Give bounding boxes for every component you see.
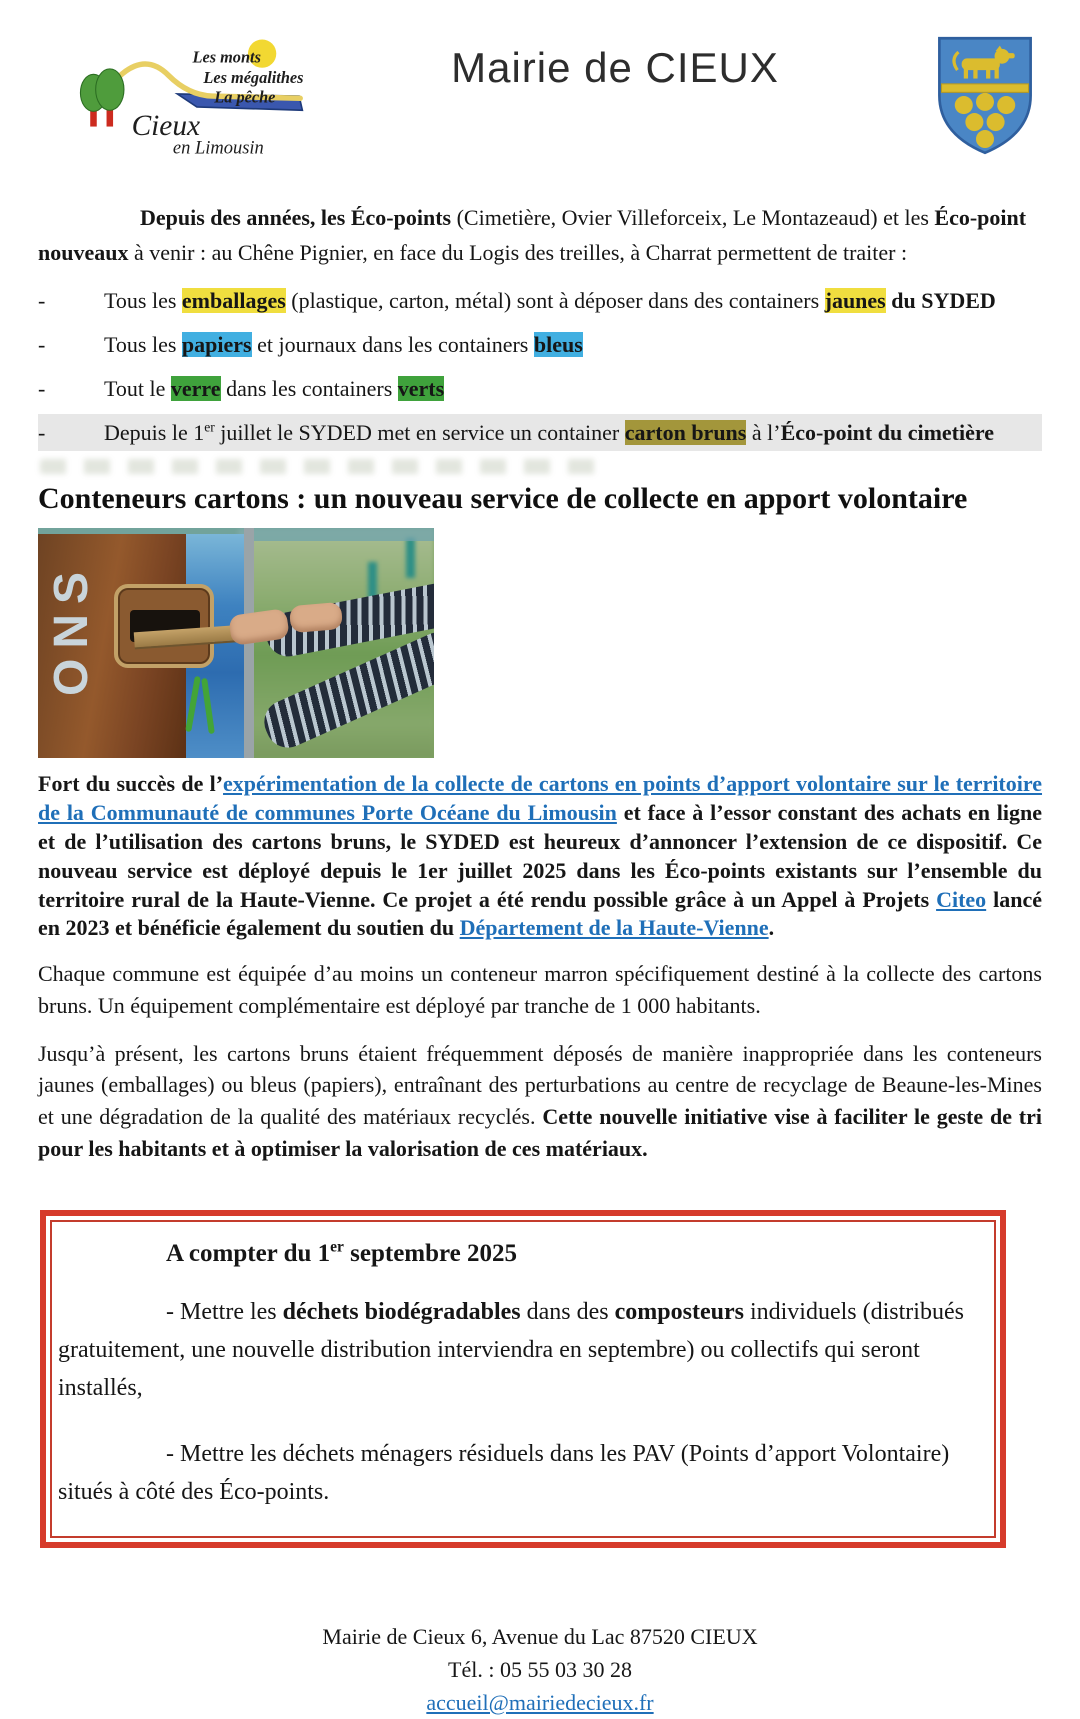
body-paragraph-communes: Chaque commune est équipée d’au moins un conteneur marron spécifiquement destiné à la collecte des cartons bruns. Un équipement complémentaire est déployé par tranche de 1 000 habitants. bbox=[38, 961, 1042, 1018]
footer-address: Mairie de Cieux 6, Avenue du Lac 87520 CIEUX bbox=[322, 1623, 758, 1649]
body-paragraph-tri: Jusqu’à présent, les cartons bruns étaient fréquemment déposés de manière inappropriée dans les conteneurs jaunes (emballages) ou bleus (papiers), entraînant des perturbations au centre de recyclage de Beaune-les-Mines et une dégradation de la qualité des matériaux recyclés. Cette nouvelle initiative vise à faciliter le geste de tri pour les habitants et à optimiser la valorisation de ces matériaux. bbox=[38, 1040, 1042, 1161]
body-paragraph-syded: Fort du succès de l’expérimentation de la collecte de cartons en points d’apport volontaire sur le territoire de la Communauté de communes Porte Océane du Limousin et face à l’essor constant des achats en ligne et de l’utilisation des cartons bruns, le SYDED est heureux d’annoncer l’extension de ce dispositif. Ce nouveau service est déployé depuis le 1er juillet 2025 dans les Éco-points existants sur l’ensemble du territoire rural de la Haute-Vienne. Ce projet a été rendu possible grâce à un Appel à Projets Citeo lancé en 2023 et bénéficie également du soutien du Département de la Haute-Vienne. bbox=[38, 771, 1043, 941]
logo-tagline: La pêche bbox=[214, 87, 276, 107]
section-heading: Conteneurs cartons : un nouveau service de collecte en apport volontaire bbox=[38, 482, 968, 516]
hyperlink[interactable]: Citeo bbox=[936, 886, 987, 912]
logo-tagline: Les mégalithes bbox=[203, 68, 304, 88]
notice-item: - Mettre les déchets biodégradables dans des composteurs individuels (distribués gratuitement, une nouvelle distribution interviendra en septembre) ou collectifs qui seront installés, bbox=[58, 1299, 964, 1402]
list-item-text: Tous les emballages (plastique, carton, métal) sont à déposer dans des containers jaunes du SYDED bbox=[104, 288, 996, 314]
bullet-marker: - bbox=[38, 376, 46, 402]
bullet-marker: - bbox=[38, 288, 46, 314]
notice-item: - Mettre les déchets ménagers résiduels dans les PAV (Points d’apport Volontaire) situés à côté des Éco-points. bbox=[58, 1441, 950, 1505]
list-item-text: Depuis le 1er juillet le SYDED met en service un container carton bruns à l’Éco-point du cimetière bbox=[104, 420, 995, 446]
coat-of-arms-graphic bbox=[928, 34, 1042, 156]
scan-bleedthrough-artifact bbox=[40, 459, 600, 474]
logo-region: en Limousin bbox=[172, 137, 264, 156]
town-logo bbox=[38, 34, 310, 161]
deposit-slot bbox=[114, 584, 214, 668]
footer-email-link[interactable]: accueil@mairiedecieux.fr bbox=[426, 1689, 654, 1715]
tree-trunk bbox=[107, 108, 114, 126]
notice-box bbox=[40, 1210, 1006, 1548]
bullet-marker: - bbox=[38, 420, 46, 446]
list-item bbox=[38, 282, 1042, 319]
list-item-text: Tous les papiers et journaux dans les containers bleus bbox=[104, 332, 583, 358]
page-header bbox=[38, 34, 1042, 160]
hyperlink[interactable]: Département de la Haute-Vienne bbox=[459, 915, 769, 941]
logo-town-name: Cieux bbox=[131, 110, 201, 143]
tree-icon bbox=[96, 69, 124, 110]
ecopoint-rules-list bbox=[38, 282, 1042, 451]
footer-phone: Tél. : 05 55 03 30 28 bbox=[448, 1656, 632, 1682]
list-item bbox=[38, 370, 1042, 407]
notice-heading: A compter du 1er septembre 2025 bbox=[166, 1238, 518, 1268]
cardboard-deposit-photo bbox=[38, 528, 434, 758]
list-item bbox=[38, 414, 1042, 451]
logo-tagline: Les monts bbox=[192, 47, 261, 67]
intro-paragraph: Depuis des années, les Éco-points (Cimetière, Ovier Villeforceix, Le Montazeaud) et les Éco-point nouveaux à venir : au Chêne Pignier, en face du Logis des treilles, à Charrat permettent de traiter : bbox=[38, 205, 1027, 266]
fess-band bbox=[942, 84, 1029, 92]
coat-of-arms bbox=[920, 34, 1042, 156]
photo-post bbox=[406, 538, 415, 578]
page-title: Mairie de CIEUX bbox=[451, 44, 779, 91]
bullet-marker: - bbox=[38, 332, 46, 358]
hyperlink[interactable]: expérimentation de la collecte de cartons en points d’apport volontaire sur le territoire de la Communauté de communes Porte Océane du Limousin bbox=[38, 771, 1043, 826]
cartons-label: ONS bbox=[45, 562, 98, 697]
list-item-text: Tout le verre dans les containers verts bbox=[104, 376, 445, 402]
town-logo-graphic bbox=[38, 34, 310, 156]
list-item bbox=[38, 326, 1042, 363]
page-footer bbox=[38, 1620, 1042, 1719]
